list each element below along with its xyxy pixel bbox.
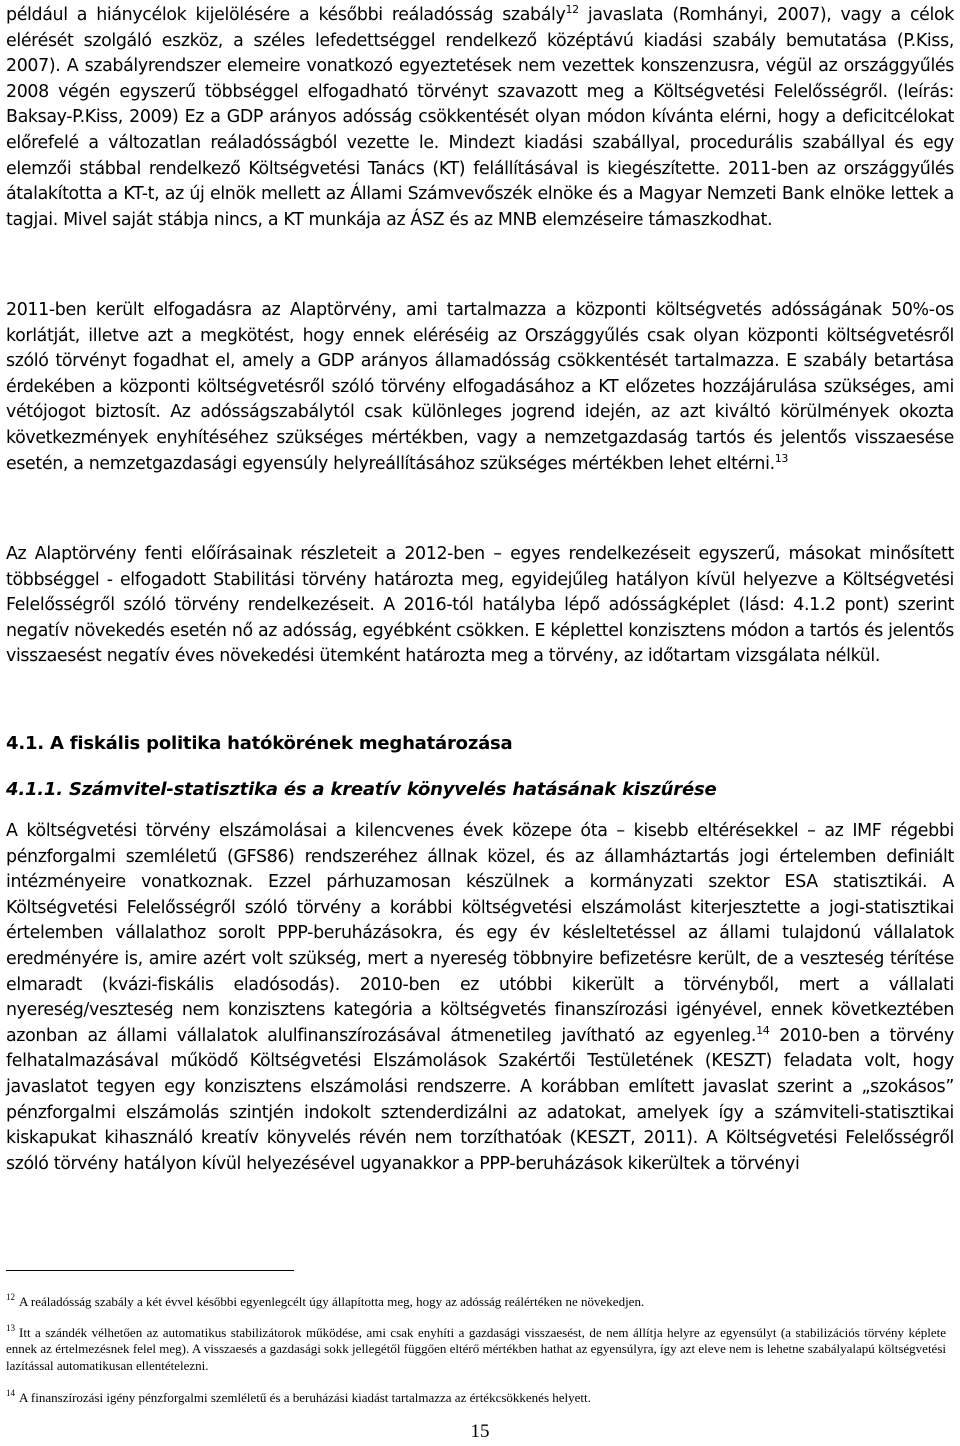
footnote-reference-14[interactable]: 14 xyxy=(756,1023,770,1037)
footnote-text: A finanszírozási igény pénzforgalmi szemléletű és a beruházási kiadást tartalmazza az értékcsökkenés helyett. xyxy=(19,1390,591,1405)
footnote-separator xyxy=(6,1270,294,1271)
paragraph-stability-act xyxy=(6,542,954,670)
footnote-text: A reáladósság szabály a két évvel későbbi egyenlegcélt úgy állapította meg, hogy az adósság reálértéken ne növekedjen. xyxy=(19,1294,645,1309)
paragraph-accounting-statistics xyxy=(6,819,954,1177)
section-heading: 4.1. A fiskális politika hatókörének meghatározása xyxy=(6,733,513,754)
footnote-14 xyxy=(6,1390,946,1406)
footnote-number: 14 xyxy=(6,1388,15,1398)
footnote-12 xyxy=(6,1294,946,1310)
paragraph-text: Az Alaptörvény fenti előírásainak részleteit a 2012-ben – egyes rendelkezéseit egyszerű, másokat minősített többséggel - elfogadott Stabilitási törvény határozta meg, egyidejűleg hatályon kívül helyezve a Költségvetési Felelősségről szóló törvény rendelkezéseit. A 2016-tól hatályba lépő adósságképlet (lásd: 4.1.2 pont) szerint negatív növekedés esetén nő az adósság, egyébként csökken. E képlettel konzisztens módon a tartós és jelentős visszaesést negatív éves növekedési ütemként határozta meg a törvény, az időtartam vizsgálata nélkül. xyxy=(6,544,954,667)
subsection-heading: 4.1.1. Számvitel-statisztika és a kreatív könyvelés hatásának kiszűrése xyxy=(6,779,717,800)
footnote-13 xyxy=(6,1325,946,1374)
paragraph-text: 2010-ben a törvény felhatalmazásával működő Költségvetési Elszámolások Szakértői Testületének (KESZT) feladata volt, hogy javaslatot tegyen egy konzisztens elszámolási rendszerre. A korábban említett javaslat szerint a „szokásos” pénzforgalmi elszámolás szintjén indokolt sztenderdizálni az adatokat, amelyek így a számviteli-statisztikai kiskapukat kihasználó kreatív könyvelés révén nem torzíthatóak (KESZT, 2011). A Költségvetési Felelősségről szóló törvény hatályon kívül helyezésével ugyanakkor a PPP-beruházások kikerültek a törvényi xyxy=(6,1025,954,1174)
paragraph-text: A költségvetési törvény elszámolásai a kilencvenes évek közepe óta – kisebb eltérésekkel – az IMF régebbi pénzforgalmi szemléletű (GFS86) rendszeréhez állnak közel, és az államháztartás jogi értelemben definiált intézményeire vonatkoznak. Ezzel párhuzamosan készülnek a kormányzati szektor ESA statisztikái. A Költségvetési Felelősségről szóló törvény a korábbi költségvetési elszámolást kiterjesztette a jogi-statisztikai értelemben vállalathoz sorolt PPP-beruházásokra, és egy év késleltetéssel az állami tulajdonú vállalatok eredményére is, amire azért volt szükség, mert a nyereség többnyire befizetésre került, de a veszteség térítése elmaradt (kvázi-fiskális eladósodás). 2010-ben ez utóbbi kikerült a törvényből, mert a vállalati nyereség/veszteség nem konzisztens kategória a költségvetés finanszírozási igényével, ennek következtében azonban az állami vállalatok alulfinanszírozásával átmenetileg javítható az egyenleg. xyxy=(6,821,954,1046)
paragraph-text: 2011-ben került elfogadásra az Alaptörvény, ami tartalmazza a központi költségvetés adósságának 50%-os korlátját, illetve azt a megkötést, hogy ennek eléréséig az Országgyűlés csak olyan központi költségvetésről szóló törvényt fogadhat el, amely a GDP arányos államadósság csökkentését tartalmazza. E szabály betartása érdekében a központi költségvetésről szóló törvény elfogadásához a KT előzetes hozzájárulása szükséges, ami vétójogot biztosít. Az adósságszabálytól csak különleges jogrend idején, az azt kiváltó körülmények okozta következmények enyhítéséhez szükséges mértékben, vagy a nemzetgazdaság tartós és jelentős visszaesése esetén, a nemzetgazdasági egyensúly helyreállításához szükséges mértékben lehet eltérni. xyxy=(6,300,954,474)
page-number: 15 xyxy=(470,1421,490,1442)
footnote-number: 13 xyxy=(6,1323,15,1333)
paragraph-fundamental-law xyxy=(6,298,954,477)
footnote-number: 12 xyxy=(6,1292,15,1302)
footnote-reference-13[interactable]: 13 xyxy=(774,451,789,465)
footnote-text: Itt a szándék vélhetően az automatikus stabilizátorok működése, ami csak enyhíti a gazdasági visszaesést, de nem állítja helyre az egyensúlyt (a stabilizációs törvény képlete ennek az értelmezésnek felel meg). A visszaesés a gazdasági sokk jellegétől függően eltérő mértékben hathat az egyensúlyra, így azt eleve nem is lehetne szabályalapú költségvetési lazítással automatikusan ellentételezni. xyxy=(6,1325,946,1373)
paragraph-fiscal-rules-history xyxy=(6,3,954,233)
paragraph-text: javaslata (Romhányi, 2007), vagy a célok elérését szolgáló eszköz, a széles lefedettséggel rendelkező középtávú kiadási szabály bemutatása (P.Kiss, 2007). A szabályrendszer elemeire vonatkozó egyeztetések nem vezettek konszenzusra, végül az országgyűlés 2008 végén egyszerű többséggel elfogadható törvényt szavazott meg a Költségvetési Felelősségről. (leírás: Baksay-P.Kiss, 2009) Ez a GDP arányos adósság csökkentését olyan módon kívánta elérni, hogy a deficitcélokat előrefelé a változatlan reáladósságból vezette le. Mindezt kiadási szabállyal, procedurális szabállyal és egy elemzői stábbal rendelkező Költségvetési Tanács (KT) felállításával is kiegészítette. 2011-ben az országgyűlés átalakította a KT-t, az új elnök mellett az Állami Számvevőszék elnöke és a Magyar Nemzeti Bank elnöke lettek a tagjai. Mivel saját stábja nincs, a KT munkája az ÁSZ és az MNB elemzéseire támaszkodhat. xyxy=(6,5,955,230)
paragraph-text: például a hiánycélok kijelölésére a későbbi reáladósság szabály xyxy=(6,5,566,25)
footnote-reference-12[interactable]: 12 xyxy=(565,3,579,16)
